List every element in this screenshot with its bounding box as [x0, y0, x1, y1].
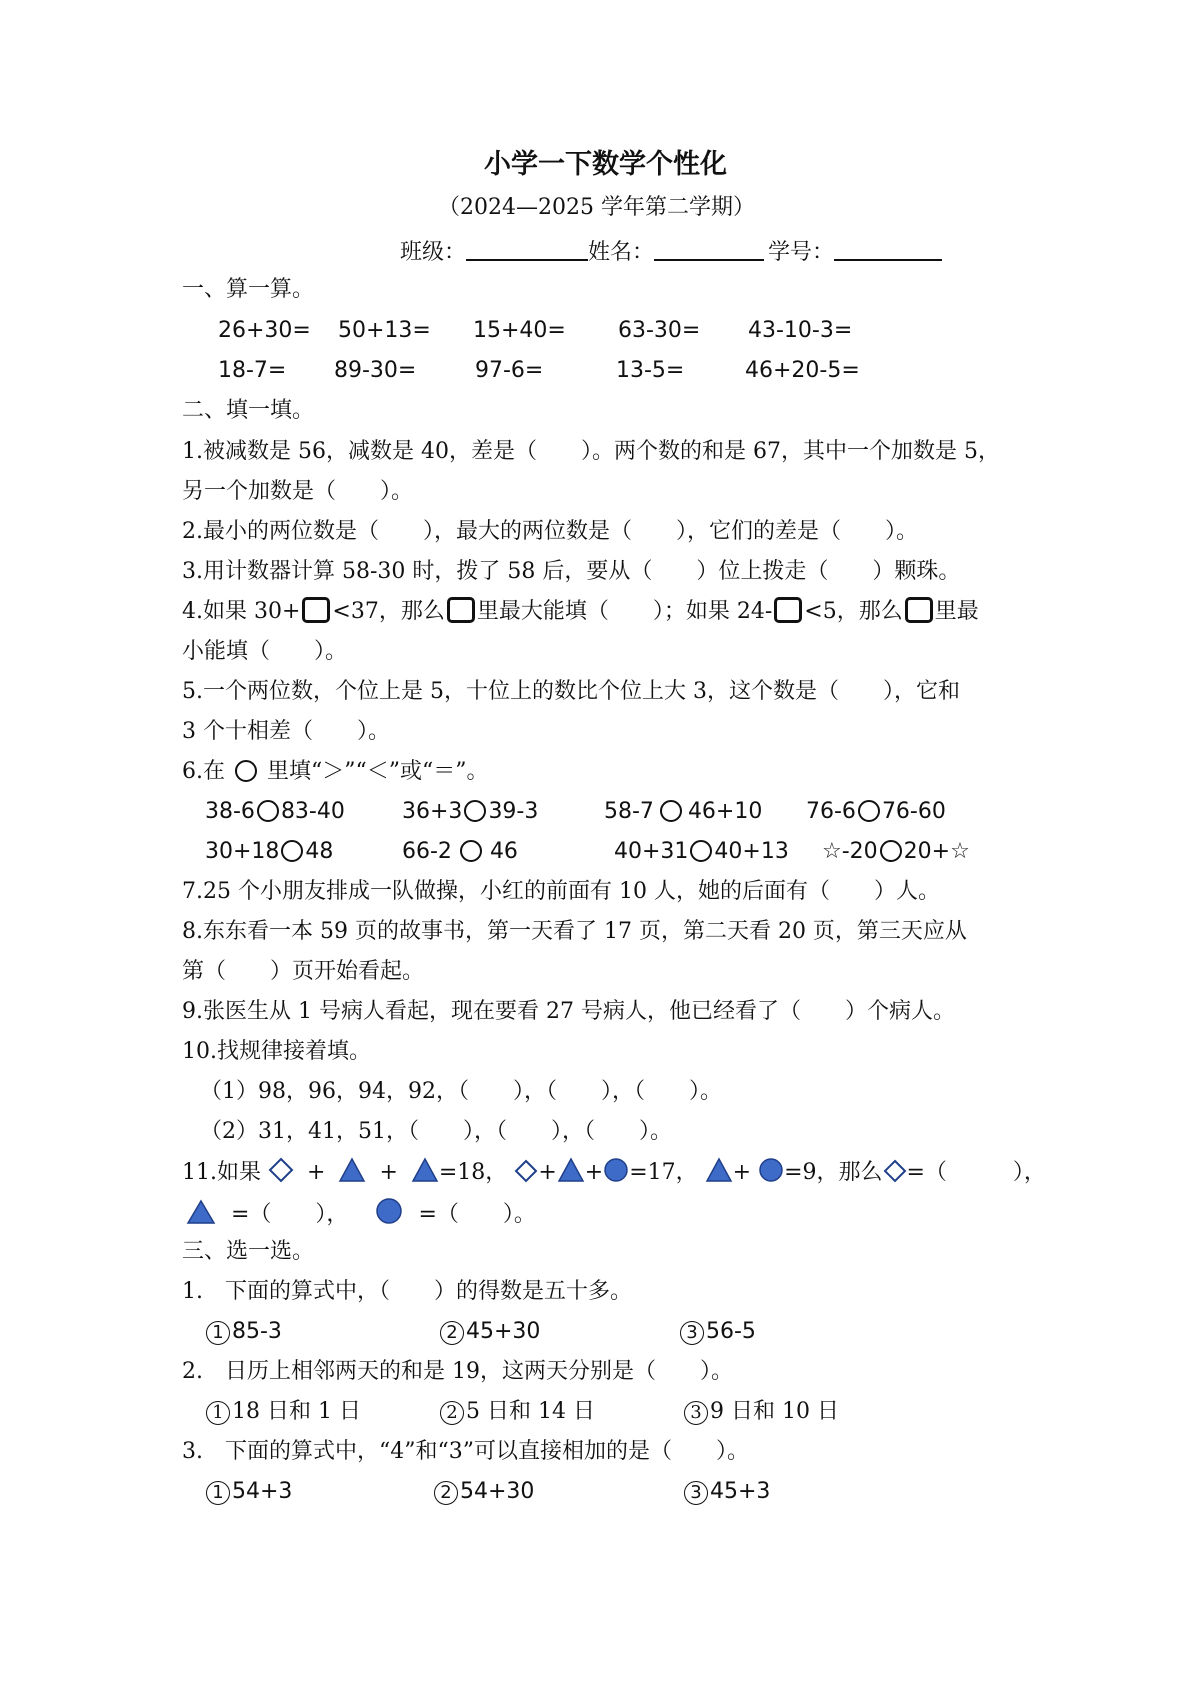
section2-heading: 二、填一填。 [182, 398, 315, 423]
option-number: 2 [440, 1321, 464, 1345]
triangle-icon [411, 1157, 439, 1183]
name-field[interactable] [654, 235, 764, 261]
compare-item [604, 797, 762, 827]
compare-right: 39-3 [488, 799, 539, 824]
option-number: 1 [206, 1481, 230, 1505]
q6-text: 里填“＞”“＜”或“＝”。 [267, 759, 489, 784]
compare-left: 58-7 [604, 799, 654, 824]
compare-circle-icon[interactable] [858, 800, 880, 822]
compare-circle-icon[interactable] [460, 840, 482, 862]
question-text: 第（ ）页开始看起。 [182, 959, 425, 984]
calc-item: 13-5= [616, 358, 685, 383]
square-box-icon [447, 597, 475, 623]
compare-right: 46+10 [687, 799, 763, 824]
compare-left: 66-2 [402, 839, 452, 864]
option-text: 85-3 [232, 1319, 282, 1344]
choice-option[interactable] [684, 1397, 839, 1427]
compare-left: 30+18 [205, 839, 280, 864]
page-subtitle: （2024—2025 学年第二学期） [438, 195, 755, 220]
calc-item: 46+20-5= [745, 358, 860, 383]
q11-text: =（ ）， [231, 1202, 349, 1227]
option-text: 56-5 [706, 1319, 756, 1344]
diamond-icon [883, 1159, 907, 1183]
plus-sign: + [307, 1160, 326, 1185]
choice-option[interactable] [206, 1477, 292, 1507]
choice-option[interactable] [440, 1317, 540, 1347]
choice-question: 2. 日历上相邻两天的和是 19，这两天分别是（ ）。 [182, 1359, 733, 1384]
calc-item: 15+40= [473, 318, 566, 343]
compare-left: 40+31 [614, 839, 689, 864]
plus-sign: + [538, 1160, 557, 1185]
q11-text: 11.如果 [182, 1160, 261, 1185]
q11-text: =18， [438, 1160, 508, 1185]
question-text: 3 个十相差（ ）。 [182, 719, 390, 744]
option-text: 54+3 [232, 1479, 293, 1504]
circle-filled-icon [603, 1157, 629, 1183]
option-number: 1 [206, 1401, 230, 1425]
question-text: 5.一个两位数，个位上是 5，十位上的数比个位上大 3，这个数是（ ），它和 [182, 679, 960, 704]
compare-left: 38-6 [205, 799, 255, 824]
option-text: 45+3 [710, 1479, 771, 1504]
choice-question: 3. 下面的算式中，“4”和“3”可以直接相加的是（ ）。 [182, 1439, 749, 1464]
question-text: 7.25 个小朋友排成一队做操，小红的前面有 10 人，她的后面有（ ）人。 [182, 879, 940, 904]
compare-circle-icon[interactable] [690, 840, 712, 862]
plus-sign: + [732, 1160, 752, 1185]
triangle-icon [705, 1157, 733, 1183]
student-info-line [400, 235, 942, 268]
compare-right: 76-60 [881, 799, 946, 824]
compare-item [205, 837, 333, 867]
circle-icon [235, 760, 257, 782]
option-number: 3 [684, 1401, 708, 1425]
choice-question: 1. 下面的算式中，（ ）的得数是五十多。 [182, 1279, 632, 1304]
q11-text: =17， [629, 1160, 698, 1185]
square-box-icon [774, 597, 802, 623]
choice-option[interactable] [434, 1477, 534, 1507]
calc-item: 63-30= [618, 318, 701, 343]
diamond-icon [514, 1159, 538, 1183]
triangle-icon [186, 1199, 216, 1225]
choice-option[interactable] [440, 1397, 595, 1427]
calc-item: 50+13= [338, 318, 431, 343]
q11-text: =（ ）。 [418, 1202, 536, 1227]
square-box-icon [905, 597, 933, 623]
compare-circle-icon[interactable] [281, 840, 303, 862]
compare-item [614, 837, 789, 867]
compare-right: 48 [305, 839, 334, 864]
id-field[interactable] [834, 235, 942, 261]
choice-option[interactable] [206, 1317, 282, 1347]
q4-text: 4.如果 30+ [182, 599, 301, 624]
name-label: 姓名： [588, 240, 655, 265]
question-6 [182, 757, 488, 787]
diamond-icon [268, 1157, 294, 1183]
question-4 [182, 597, 979, 627]
compare-right: 20+☆ [903, 839, 970, 864]
compare-item [402, 837, 518, 867]
option-number: 2 [434, 1481, 458, 1505]
compare-left: 76-6 [806, 799, 856, 824]
question-11 [182, 1157, 1046, 1188]
compare-right: 83-40 [280, 799, 345, 824]
choice-option[interactable] [684, 1477, 770, 1507]
compare-circle-icon[interactable] [257, 800, 279, 822]
q6-text: 6.在 [182, 759, 225, 784]
id-label: 学号： [768, 240, 835, 265]
compare-right: 46 [489, 839, 518, 864]
plus-sign: + [584, 1160, 604, 1185]
q4-text: <37，那么 [332, 599, 445, 624]
calc-item: 89-30= [334, 358, 417, 383]
question-text: 2.最小的两位数是（ ），最大的两位数是（ ），它们的差是（ ）。 [182, 519, 918, 544]
question-text: 10.找规律接着填。 [182, 1039, 371, 1064]
compare-item [822, 837, 970, 867]
section1-heading: 一、算一算。 [182, 277, 315, 302]
compare-circle-icon[interactable] [464, 800, 486, 822]
question-text: 另一个加数是（ ）。 [182, 479, 414, 504]
question-text: 小能填（ ）。 [182, 639, 348, 664]
compare-left: ☆-20 [822, 839, 878, 864]
compare-item [806, 797, 946, 827]
calc-item: 43-10-3= [748, 318, 853, 343]
question-text: 9.张医生从 1 号病人看起，现在要看 27 号病人，他已经看了（ ）个病人。 [182, 999, 955, 1024]
option-number: 3 [684, 1481, 708, 1505]
circle-filled-icon [375, 1197, 403, 1225]
compare-circle-icon[interactable] [880, 840, 902, 862]
compare-circle-icon[interactable] [660, 800, 682, 822]
question-text: （2）31，41，51，（ ），（ ），（ ）。 [200, 1119, 672, 1144]
choice-option[interactable] [206, 1397, 361, 1427]
q11-text: =（ ）， [906, 1160, 1046, 1185]
calc-item: 97-6= [475, 358, 544, 383]
class-label: 班级： [400, 240, 467, 265]
compare-item [402, 797, 538, 827]
q4-text: 里最大能填（ ）；如果 24- [476, 599, 773, 624]
option-text: 9 日和 10 日 [710, 1399, 839, 1424]
choice-option[interactable] [680, 1317, 756, 1347]
page-title: 小学一下数学个性化 [484, 149, 727, 180]
q11-text: =9，那么 [784, 1160, 883, 1185]
section3-heading: 三、选一选。 [182, 1239, 315, 1264]
plus-sign: + [379, 1160, 398, 1185]
compare-item [205, 797, 345, 827]
option-text: 45+30 [466, 1319, 541, 1344]
option-number: 1 [206, 1321, 230, 1345]
question-text: 3.用计数器计算 58-30 时，拨了 58 后，要从（ ）位上拨走（ ）颗珠。 [182, 559, 961, 584]
compare-right: 40+13 [714, 839, 789, 864]
compare-left: 36+3 [402, 799, 463, 824]
calc-item: 18-7= [218, 358, 287, 383]
option-text: 5 日和 14 日 [466, 1399, 595, 1424]
option-number: 3 [680, 1321, 704, 1345]
option-text: 18 日和 1 日 [232, 1399, 361, 1424]
calc-item: 26+30= [218, 318, 311, 343]
square-box-icon [302, 597, 330, 623]
q4-text: 里最 [934, 599, 979, 624]
option-text: 54+30 [460, 1479, 535, 1504]
question-11-answers [186, 1197, 536, 1230]
class-field[interactable] [466, 235, 588, 261]
question-text: 1.被减数是 56，减数是 40，差是（ ）。两个数的和是 67，其中一个加数是 5， [182, 439, 1000, 464]
option-number: 2 [440, 1401, 464, 1425]
triangle-icon [557, 1157, 585, 1183]
question-text: （1）98，96，94，92，（ ），（ ），（ ）。 [200, 1079, 722, 1104]
triangle-icon [338, 1157, 366, 1183]
q4-text: <5，那么 [804, 599, 903, 624]
circle-filled-icon [758, 1157, 784, 1183]
question-text: 8.东东看一本 59 页的故事书，第一天看了 17 页，第二天看 20 页，第三天应从 [182, 919, 967, 944]
